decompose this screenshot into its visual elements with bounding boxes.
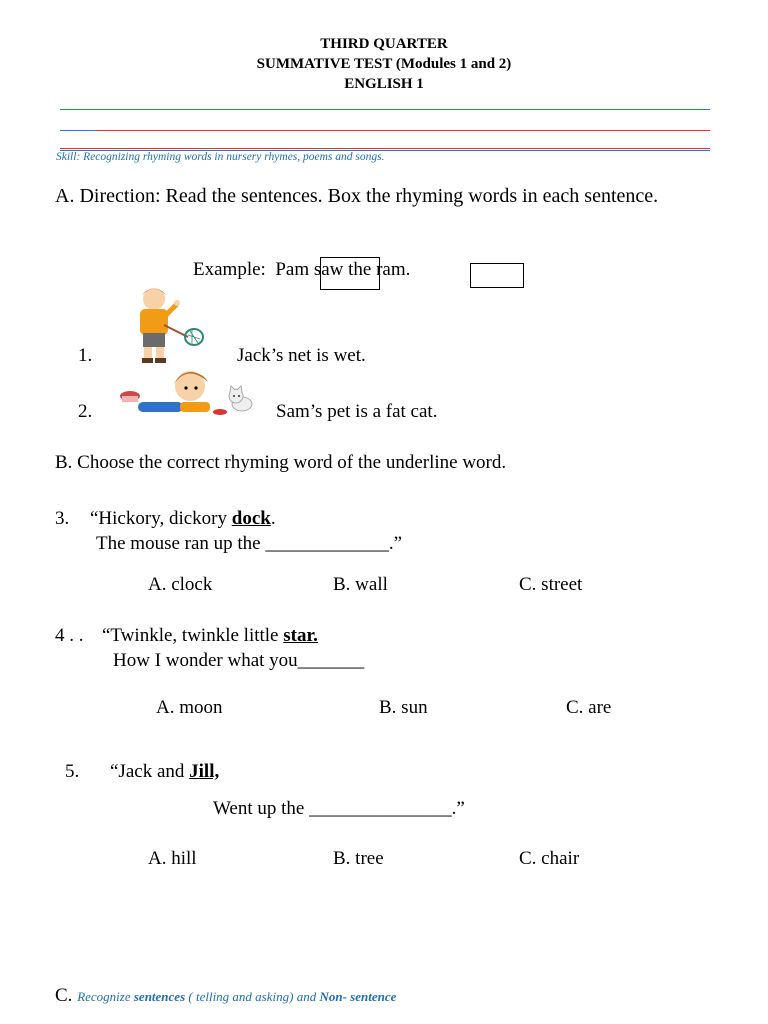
question-5-option-c[interactable]: C. chair: [519, 848, 580, 869]
question-4-option-b[interactable]: B. sun: [379, 697, 428, 718]
section-c-text-4: Non- sentence: [319, 989, 397, 1004]
section-c-skill: [77, 989, 396, 1004]
item-2-number: 2.: [78, 401, 93, 422]
question-5-option-b[interactable]: B. tree: [333, 848, 384, 869]
question-5-line-1-text: “Jack and: [110, 761, 190, 782]
boy-with-net-illustration: [130, 285, 205, 365]
example-answer-box-inline: [320, 257, 380, 290]
answer-line-3: [60, 148, 710, 149]
question-5-keyword: Jill,: [189, 761, 220, 782]
question-4-line-1: [102, 625, 318, 647]
example-part1: Pa: [275, 259, 295, 280]
question-3-line-2: The mouse ran up the _____________.”: [96, 533, 403, 554]
question-4-option-c[interactable]: C. are: [566, 697, 612, 718]
test-quarter-title: THIRD QUARTER: [320, 36, 448, 52]
question-3-option-a[interactable]: A. clock: [148, 574, 213, 595]
question-5-line-2: Went up the _______________.”: [213, 798, 465, 819]
question-3-option-c[interactable]: C. street: [519, 574, 583, 595]
question-4-number: 4 . .: [55, 625, 84, 646]
question-5-number: 5.: [65, 761, 80, 782]
example-answer-box-empty[interactable]: [470, 263, 524, 288]
question-3-number: 3.: [55, 508, 70, 529]
question-4-keyword: star.: [283, 625, 318, 646]
section-b-direction: B. Choose the correct rhyming word of the underline word.: [55, 452, 507, 473]
answer-line-1: [60, 109, 710, 110]
answer-line-2-start: [60, 130, 96, 131]
section-c-text-3: ( telling and asking) and: [185, 989, 320, 1004]
test-subject-title: ENGLISH 1: [344, 76, 424, 92]
question-3-line-1-text: “Hickory, dickory: [90, 508, 232, 529]
question-3-line-1-end: .: [270, 508, 276, 529]
example-label: Example:: [193, 259, 266, 280]
item-2-sentence: Sam’s pet is a fat cat.: [276, 401, 438, 422]
section-a-direction: A. Direction: Read the sentences. Box the rhyming words in each sentence.: [55, 185, 659, 207]
test-summative-title: SUMMATIVE TEST (Modules 1 and 2): [256, 56, 512, 72]
girl-with-cat-illustration: [118, 366, 258, 418]
section-c-text-1: Recognize: [77, 989, 134, 1004]
question-3-option-b[interactable]: B. wall: [333, 574, 388, 595]
example-part3: the ram.: [343, 259, 411, 280]
question-4-line-2: How I wonder what you_______: [113, 650, 365, 671]
item-1-sentence: Jack’s net is wet.: [237, 345, 366, 366]
item-1-number: 1.: [78, 345, 93, 366]
section-c-heading: [55, 985, 396, 1007]
question-4-line-1-text: “Twinkle, twinkle little: [102, 625, 284, 646]
question-5-option-a[interactable]: A. hill: [148, 848, 197, 869]
skill-statement: Skill: Recognizing rhyming words in nursery rhymes, poems and songs.: [56, 151, 385, 163]
question-3-line-1: [90, 508, 276, 530]
section-c-letter: C.: [55, 985, 73, 1006]
answer-line-2: [60, 130, 710, 131]
question-5-line-1: [110, 761, 219, 783]
question-3-keyword: dock: [231, 508, 271, 529]
example-part2: m saw: [294, 259, 344, 280]
question-4-option-a[interactable]: A. moon: [156, 697, 223, 718]
section-c-text-2: sentences: [133, 989, 186, 1004]
